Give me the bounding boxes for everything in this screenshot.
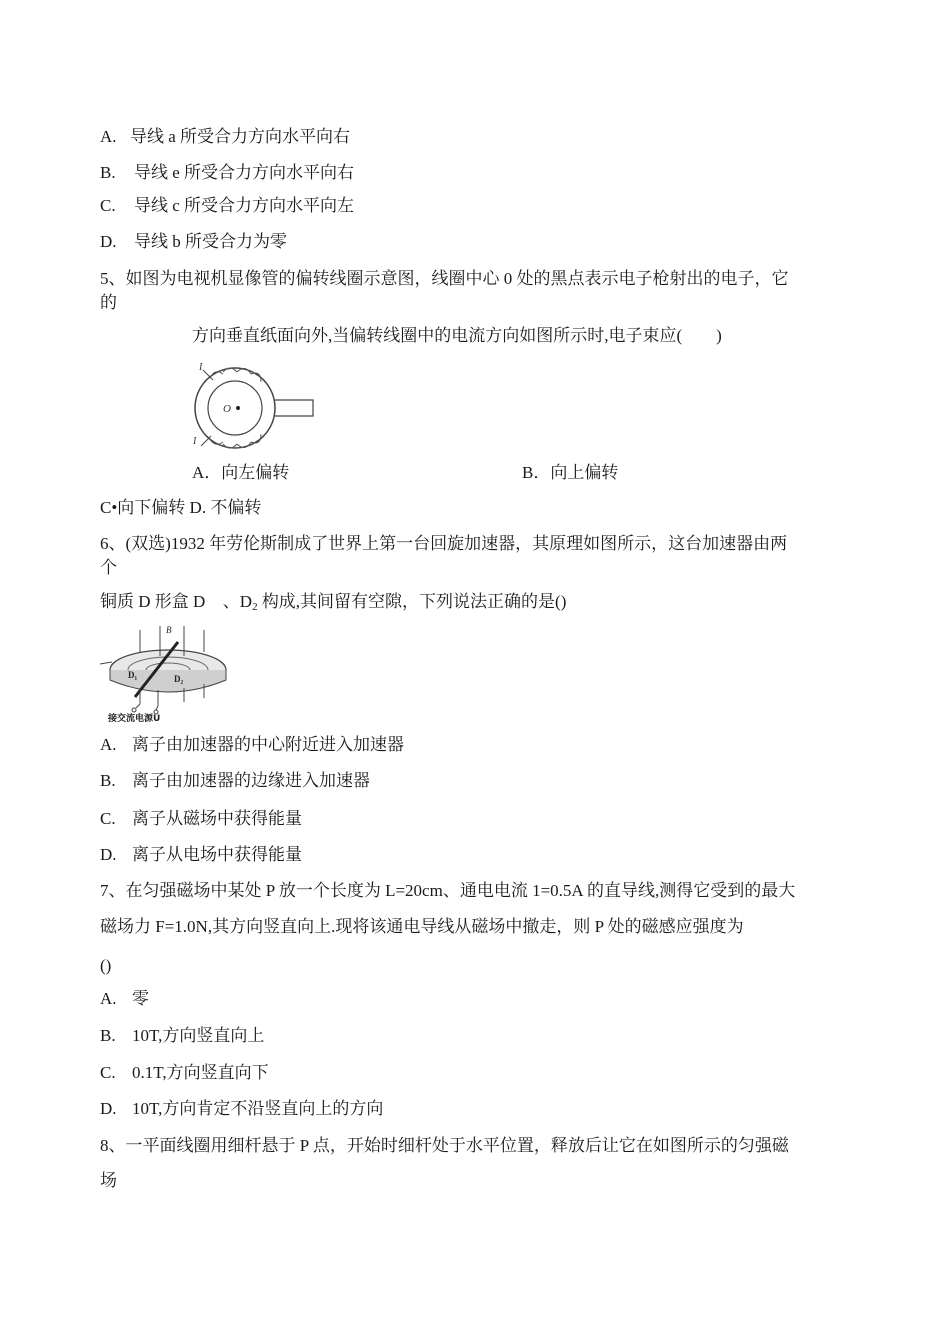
q5-stem-line2: 的 xyxy=(100,293,117,312)
option-text: 离子从电场中获得能量 xyxy=(132,845,302,864)
q7-option-c xyxy=(100,1062,269,1084)
option-text: 离子由加速器的边缘进入加速器 xyxy=(132,771,370,790)
q6-option-d xyxy=(100,844,302,866)
option-label: C. xyxy=(100,196,116,215)
d2-label: D₂ xyxy=(174,674,184,684)
option-text: 导线 b 所受合力为零 xyxy=(134,232,287,251)
option-label: C. xyxy=(100,809,116,828)
electron-dot xyxy=(236,406,240,410)
q5-option-cd: C•向下偏转 D. 不偏转 xyxy=(100,498,262,517)
option-text: 离子由加速器的中心附近进入加速器 xyxy=(132,735,404,754)
option-label: B. xyxy=(100,1026,116,1045)
option-label: A. xyxy=(100,989,117,1008)
option-text: 导线 c 所受合力方向水平向左 xyxy=(134,196,355,215)
option-label: D. xyxy=(100,845,117,864)
subscript: 2 xyxy=(252,601,258,613)
option-text: 10T,方向肯定不沿竖直向上的方向 xyxy=(132,1099,384,1118)
q7-stem-line1: 7、在匀强磁场中某处 P 放一个长度为 L=20cm、通电电流 1=0.5A 的直导线,测得它受到的最大 xyxy=(100,881,796,900)
q7-option-d xyxy=(100,1098,383,1120)
option-text: 导线 a 所受合力方向水平向右 xyxy=(130,127,351,146)
q5-stem-line1: 5、如图为电视机显像管的偏转线圈示意图，线圈中心 0 处的黑点表示电子枪射出的电子，它 xyxy=(100,269,789,288)
option-label: D. xyxy=(100,232,117,251)
q4-option-b xyxy=(100,162,354,184)
q5-stem-line3: 方向垂直纸面向外,当偏转线圈中的电流方向如图所示时,电子束应( ) xyxy=(192,326,722,345)
q4-option-a xyxy=(100,126,350,148)
q7-stem-line3: () xyxy=(100,956,112,975)
option-text: 离子从磁场中获得能量 xyxy=(132,809,302,828)
option-label: C. xyxy=(100,1063,116,1082)
option-text: 0.1T,方向竖直向下 xyxy=(132,1063,269,1082)
option-text: 零 xyxy=(132,989,149,1008)
q6-stem-line1: 6、(双选)1932 年劳伦斯制成了世界上第一台回旋加速器，其原理如图所示，这台加速器由两 xyxy=(100,534,788,553)
deflection-coil-figure xyxy=(185,358,325,458)
q6-stem-line3 xyxy=(100,591,566,618)
current-label-top: I xyxy=(199,362,203,373)
option-label: B. xyxy=(100,163,116,182)
q6-option-b xyxy=(100,770,370,792)
q4-option-d xyxy=(100,231,287,253)
option-text: 10T,方向竖直向上 xyxy=(132,1026,265,1045)
option-text: 导线 e 所受合力方向水平向右 xyxy=(134,163,355,182)
q7-stem-line2: 磁场力 F=1.0N,其方向竖直向上.现将该通电导线从磁场中撤走，则 P 处的磁感应强度为 xyxy=(100,917,744,936)
field-label: B xyxy=(166,625,172,635)
q7-option-b xyxy=(100,1025,264,1047)
d1-label: D₁ xyxy=(128,670,138,680)
q8-stem-line1: 8、一平面线圈用细杆悬于 P 点，开始时细杆处于水平位置，释放后让它在如图所示的匀强磁 xyxy=(100,1136,789,1155)
center-label: O xyxy=(223,403,231,415)
q4-option-c xyxy=(100,195,354,217)
stem-text: 构成,其间留有空隙，下列说法正确的是() xyxy=(257,592,567,611)
current-label-bottom: I xyxy=(193,436,197,447)
cyclotron-figure xyxy=(100,622,235,722)
option-label: A. xyxy=(100,735,117,754)
q7-option-a xyxy=(100,988,149,1010)
stem-text: 铜质 D 形盒 D⃨ 、D xyxy=(100,592,253,611)
option-label: D. xyxy=(100,1099,117,1118)
ac-source-label: 接交流电源U xyxy=(108,714,161,722)
option-label: A. xyxy=(100,127,117,146)
q6-option-c xyxy=(100,808,302,830)
q5-option-b: B．向上偏转 xyxy=(522,463,619,482)
q6-option-a xyxy=(100,734,404,756)
q5-option-a: A．向左偏转 xyxy=(192,463,290,482)
q8-stem-line2: 场 xyxy=(100,1171,117,1190)
q6-stem-line2: 个 xyxy=(100,558,117,577)
option-label: B. xyxy=(100,771,116,790)
